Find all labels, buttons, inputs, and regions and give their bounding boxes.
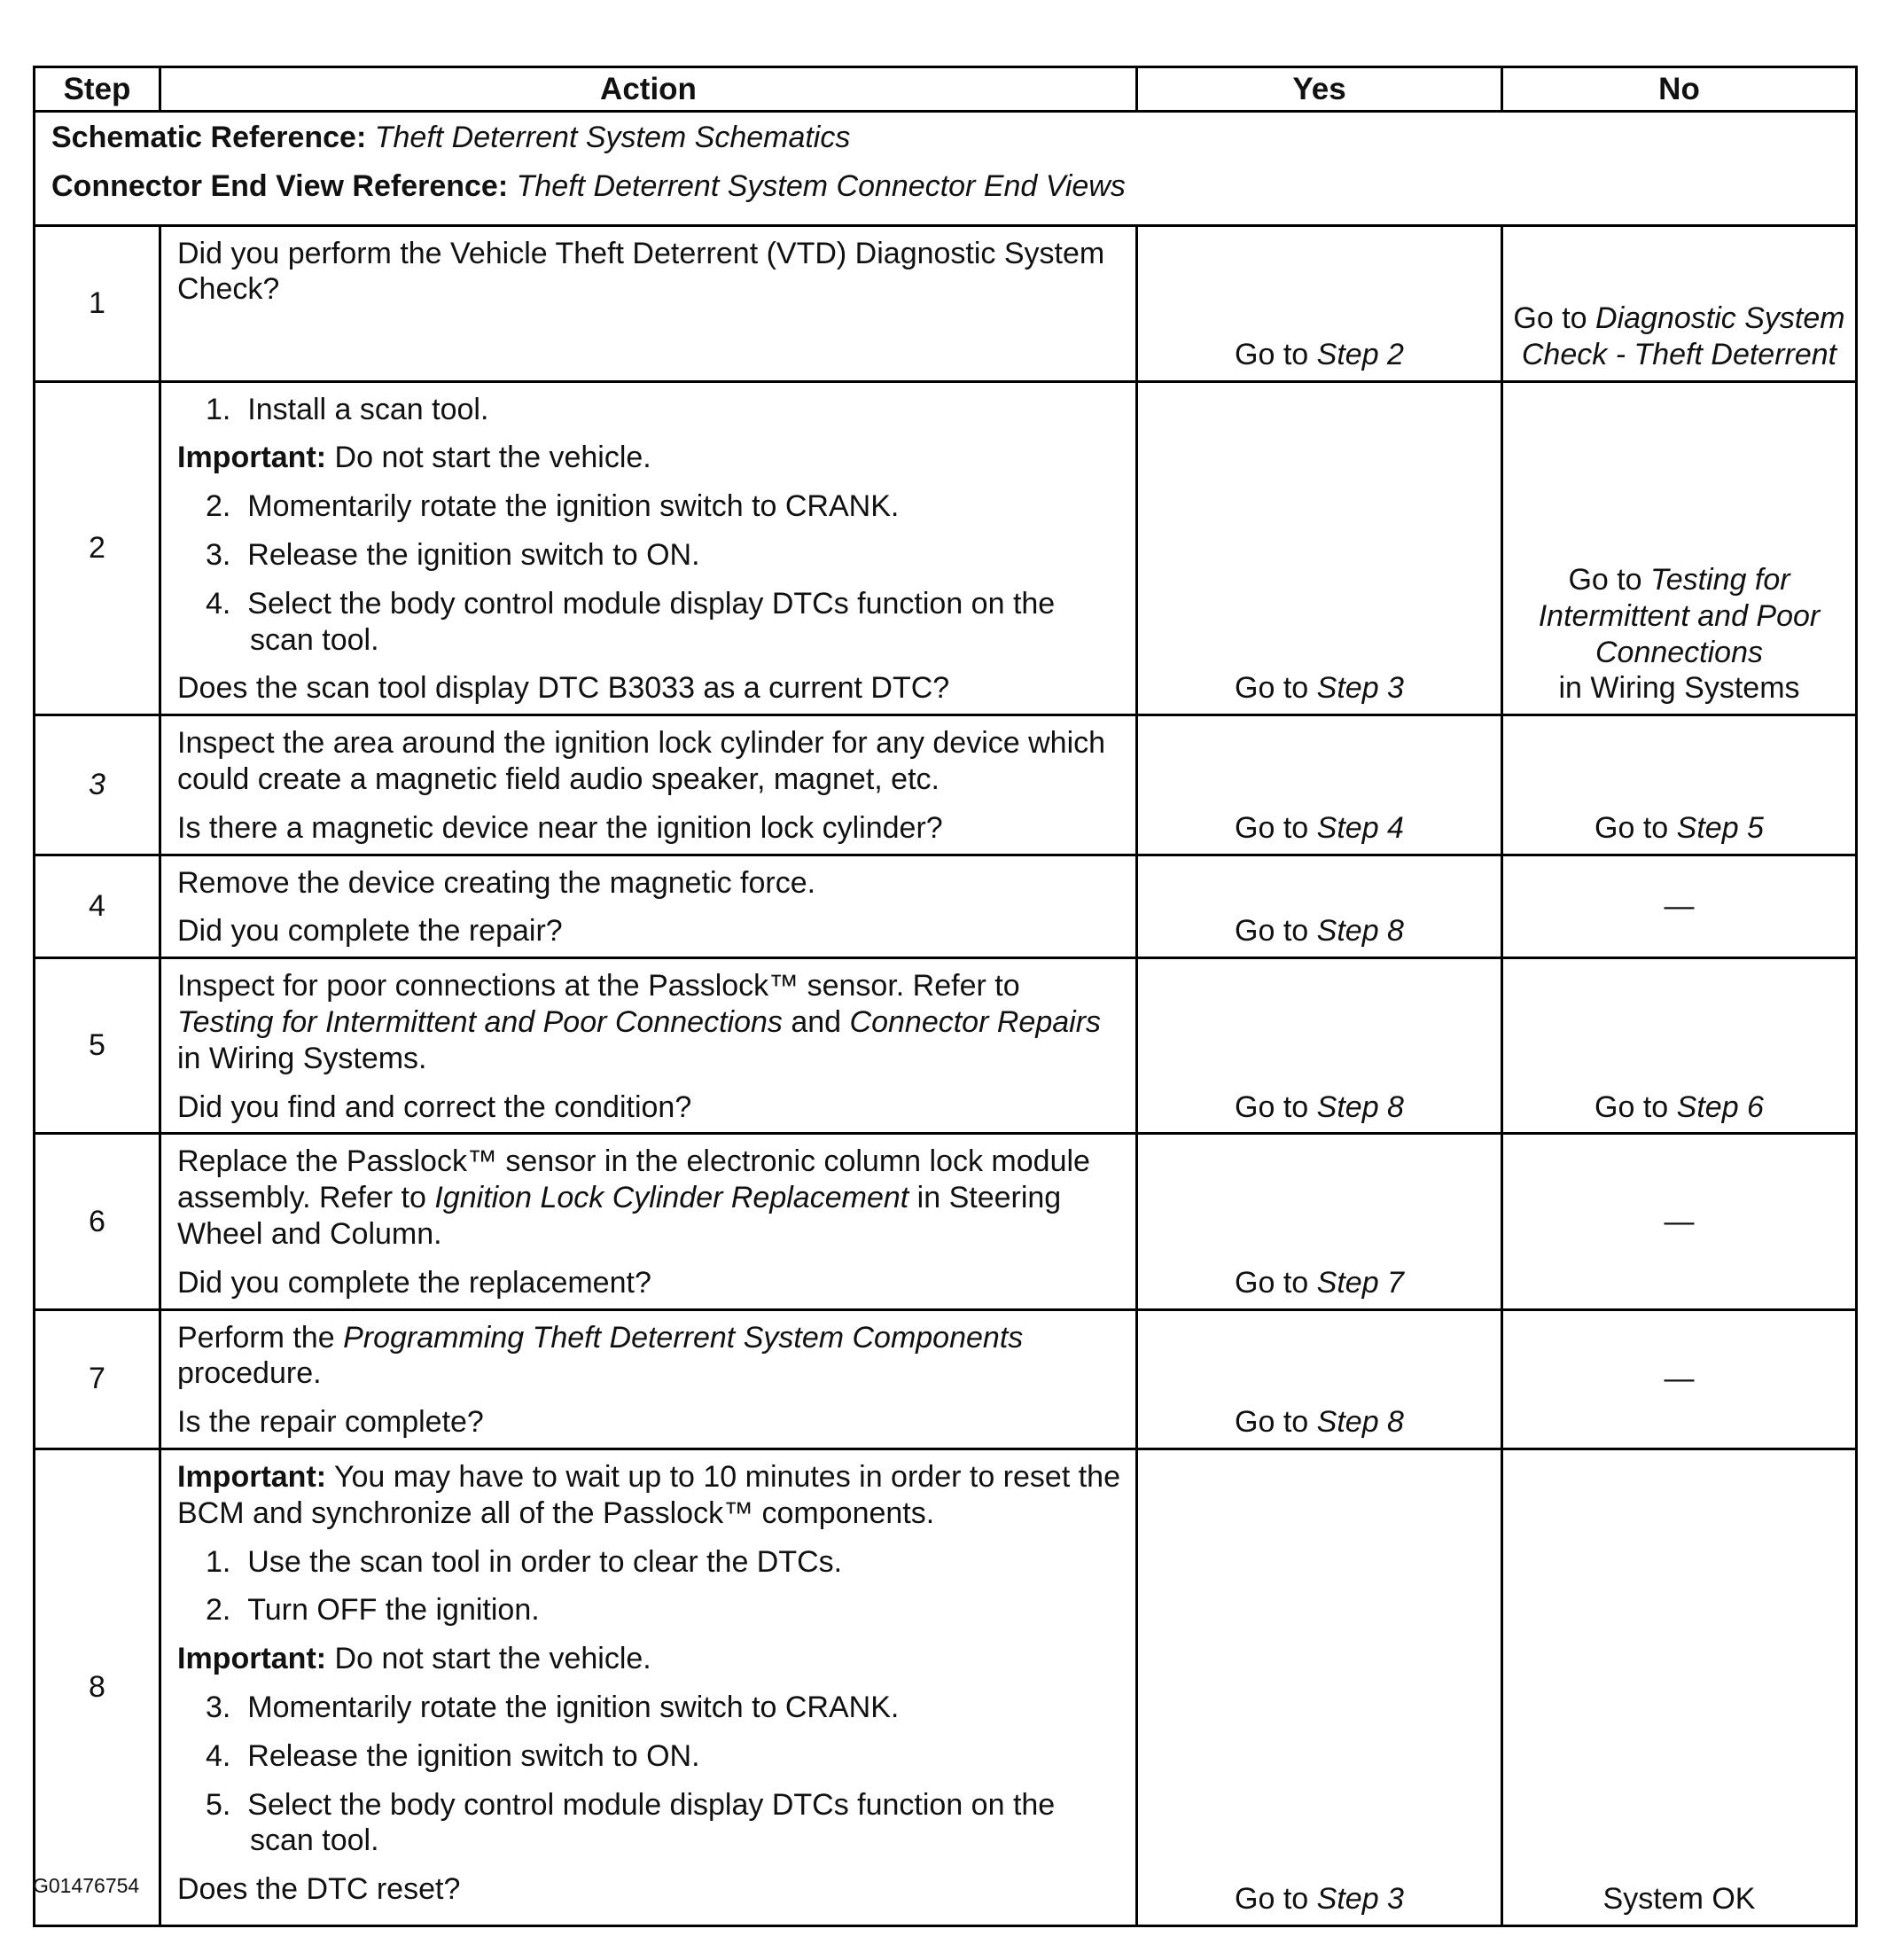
list-item: 2. Momentarily rotate the ignition switch to CRANK.: [206, 489, 900, 524]
reference-cell: [35, 112, 1857, 226]
action-question: Is there a magnetic device near the ignition lock cylinder?: [177, 810, 943, 845]
doc-link[interactable]: Programming Theft Deterrent System Components: [343, 1320, 1024, 1355]
no-cell: Go to Diagnostic System Check - Theft Deterrent: [1502, 225, 1857, 381]
no-cell-empty: —: [1502, 855, 1857, 958]
table-row: [35, 1309, 1857, 1449]
yes-cell: Go to Step 4: [1137, 715, 1502, 855]
action-question: Did you complete the replacement?: [177, 1265, 651, 1300]
table-row: [35, 855, 1857, 958]
header-action: Action: [160, 67, 1137, 112]
list-item: 3. Release the ignition switch to ON.: [206, 537, 700, 572]
action-cell: [160, 1449, 1137, 1925]
header-no: No: [1502, 67, 1857, 112]
step-number: 8: [35, 1449, 160, 1925]
no-cell-empty: —: [1502, 1309, 1857, 1449]
yes-cell: Go to Step 8: [1137, 958, 1502, 1134]
doc-link[interactable]: Connector Repairs: [849, 1004, 1102, 1039]
no-link[interactable]: Testing for Intermittent and Poor Connections: [1538, 562, 1821, 669]
connector-ref-link[interactable]: Theft Deterrent System Connector End Views: [516, 168, 1126, 203]
figure-id: G01476754: [33, 1874, 140, 1897]
table-row: [35, 1134, 1857, 1309]
yes-cell: Go to Step 3: [1137, 1449, 1502, 1925]
yes-cell: Go to Step 7: [1137, 1134, 1502, 1309]
table-row: [35, 715, 1857, 855]
no-link[interactable]: Diagnostic System Check - Theft Deterrent: [1521, 301, 1845, 371]
step-number: 7: [35, 1309, 160, 1449]
reference-row: [35, 112, 1857, 226]
no-cell-empty: —: [1502, 1134, 1857, 1309]
table-row: [35, 958, 1857, 1134]
list-item: 1. Install a scan tool.: [206, 392, 489, 426]
yes-cell: Go to Step 8: [1137, 1309, 1502, 1449]
no-cell: Go to Step 6: [1502, 958, 1857, 1134]
action-cell: Perform the Programming Theft Deterrent System Components procedure. Is the repair complete?: [160, 1309, 1137, 1449]
table-row: [35, 225, 1857, 381]
yes-step-link[interactable]: Step 8: [1316, 914, 1404, 949]
yes-step-link[interactable]: Step 8: [1316, 1405, 1404, 1440]
step-number: 5: [35, 958, 160, 1134]
no-cell: Go to Step 5: [1502, 715, 1857, 855]
yes-step-link[interactable]: Step 7: [1316, 1265, 1404, 1300]
list-item: 3. Momentarily rotate the ignition switch to CRANK.: [206, 1690, 900, 1724]
yes-step-link[interactable]: Step 4: [1316, 810, 1404, 845]
important-note: Important: Do not start the vehicle.: [177, 441, 651, 475]
table-row: [35, 381, 1857, 715]
action-cell: Inspect the area around the ignition lock cylinder for any device which could create a magnetic field audio speaker, magnet, etc. Is there a magnetic device near the ignition lock cylinder?: [160, 715, 1137, 855]
yes-step-link[interactable]: Step 2: [1316, 337, 1404, 371]
yes-cell: Go to Step 2: [1137, 225, 1502, 381]
list-item: 2. Turn OFF the ignition.: [206, 1593, 540, 1628]
action-cell: [160, 225, 1137, 381]
table-header-row: [35, 67, 1857, 112]
step-number: 4: [35, 855, 160, 958]
header-yes: Yes: [1137, 67, 1502, 112]
no-cell: Go to Testing for Intermittent and Poor Connections in Wiring Systems: [1502, 381, 1857, 715]
important-note: Important: You may have to wait up to 10 minutes in order to reset the BCM and synchronize all of the Passlock™ components.: [177, 1459, 1120, 1530]
step-number: 1: [35, 225, 160, 381]
connector-ref-label: Connector End View Reference:: [51, 168, 509, 203]
list-item: 4. Release the ignition switch to ON.: [206, 1738, 700, 1773]
list-item: 5. Select the body control module display DTCs function on the scan tool.: [206, 1787, 1056, 1858]
doc-link[interactable]: Ignition Lock Cylinder Replacement: [434, 1181, 909, 1215]
list-item: 1. Use the scan tool in order to clear the DTCs.: [206, 1544, 843, 1579]
header-step: Step: [35, 67, 160, 112]
doc-link[interactable]: Testing for Intermittent and Poor Connections: [177, 1004, 783, 1039]
action-question: Is the repair complete?: [177, 1405, 484, 1440]
important-note: Important: Do not start the vehicle.: [177, 1642, 651, 1676]
yes-cell: Go to Step 3: [1137, 381, 1502, 715]
table-row: [35, 1449, 1857, 1925]
action-question: Does the scan tool display DTC B3033 as a current DTC?: [177, 671, 950, 706]
action-cell: Inspect for poor connections at the Passlock™ sensor. Refer to Testing for Intermittent and Poor Connections and Connector Repairs in Wiring Systems. Did you find and correct the condition?: [160, 958, 1137, 1134]
step-number: 3: [35, 715, 160, 855]
action-cell: [160, 381, 1137, 715]
diagnostic-table: [33, 66, 1858, 1927]
action-question: Did you perform the Vehicle Theft Deterrent (VTD) Diagnostic System Check?: [177, 236, 1105, 307]
no-step-link[interactable]: Step 6: [1676, 1089, 1764, 1124]
schematic-ref-label: Schematic Reference:: [51, 121, 367, 154]
list-item: 4. Select the body control module display DTCs function on the scan tool.: [206, 586, 1056, 657]
yes-step-link[interactable]: Step 3: [1316, 1882, 1404, 1917]
yes-cell: Go to Step 8: [1137, 855, 1502, 958]
action-question: Did you complete the repair?: [177, 914, 563, 949]
action-cell: Replace the Passlock™ sensor in the electronic column lock module assembly. Refer to Ignition Lock Cylinder Replacement in Steering Wheel and Column. Did you complete the replacement?: [160, 1134, 1137, 1309]
action-cell: Remove the device creating the magnetic force. Did you complete the repair?: [160, 855, 1137, 958]
no-cell: System OK: [1502, 1449, 1857, 1925]
action-question: Did you find and correct the condition?: [177, 1089, 692, 1124]
no-step-link[interactable]: Step 5: [1676, 810, 1764, 845]
yes-step-link[interactable]: Step 8: [1316, 1089, 1404, 1124]
yes-step-link[interactable]: Step 3: [1316, 671, 1404, 706]
step-number: 6: [35, 1134, 160, 1309]
step-number: 2: [35, 381, 160, 715]
schematic-ref-link[interactable]: Theft Deterrent System Schematics: [374, 121, 851, 154]
action-question: Does the DTC reset?: [177, 1872, 461, 1907]
